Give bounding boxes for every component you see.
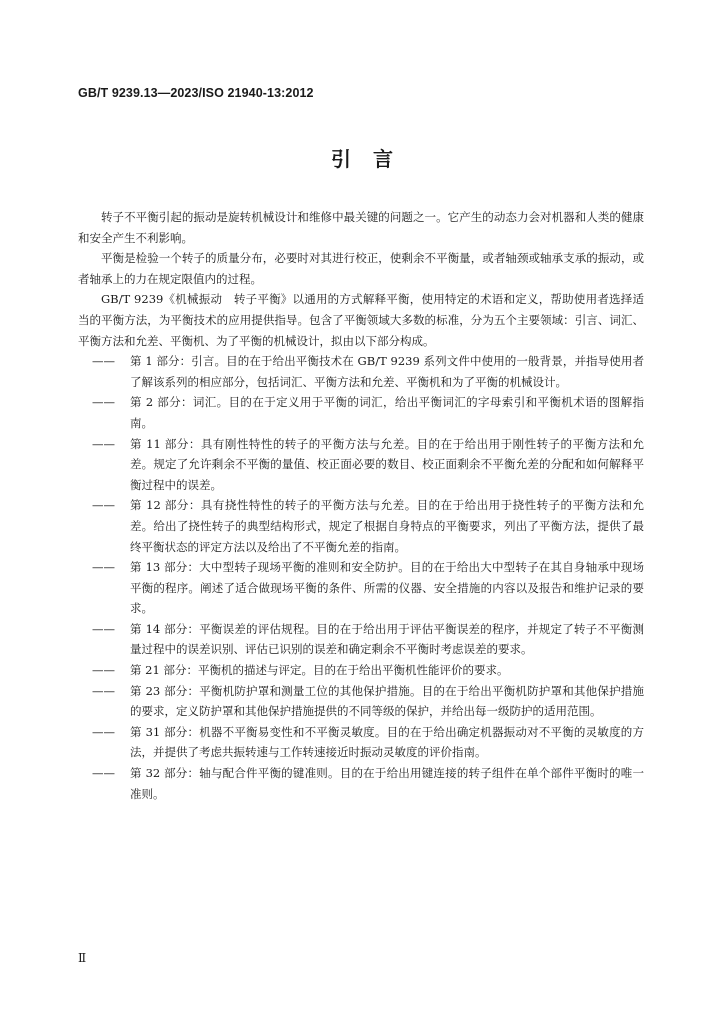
list-item (78, 495, 644, 557)
list-dash: —— (92, 683, 115, 698)
paragraph: 转子不平衡引起的振动是旋转机械设计和维修中最关键的问题之一。它产生的动态力会对机器和人类的健康和安全产生不利影响。 (78, 210, 644, 245)
standard-code-header: GB/T 9239.13—2023/ISO 21940-13:2012 (78, 86, 314, 100)
list-item-text: 第 23 部分：平衡机防护罩和测量工位的其他保护措施。目的在于给出平衡机防护罩和其他保护措施的要求，定义防护罩和其他保护措施提供的不同等级的保护，并给出每一级防护的适用范围。 (130, 683, 644, 719)
list-dash: —— (92, 766, 115, 781)
list-item (78, 619, 644, 660)
list-item (78, 722, 644, 763)
list-item (78, 351, 644, 392)
parts-list (78, 351, 644, 804)
list-item-text: 第 2 部分：词汇。目的在于定义用于平衡的词汇，给出平衡词汇的字母索引和平衡机术语的图解指南。 (130, 395, 644, 430)
list-dash: —— (92, 436, 115, 451)
list-item-text: 第 31 部分：机器不平衡易变性和不平衡灵敏度。目的在于给出确定机器振动对不平衡的灵敏度的方法，并提供了考虑共振转速与工作转速接近时振动灵敏度的评价指南。 (130, 724, 644, 760)
list-dash: —— (92, 354, 115, 369)
list-item (78, 660, 644, 681)
list-dash: —— (92, 663, 115, 678)
list-item (78, 681, 644, 722)
paragraph: GB/T 9239《机械振动 转子平衡》以通用的方式解释平衡，使用特定的术语和定义，帮助使用者选择适当的平衡方法，为平衡技术的应用提供指导。包含了平衡领域大多数的标准，分为五个主要领域：引言、词汇、平衡方法和允差、平衡机、为了平衡的机械设计，拟由以下部分构成。 (78, 292, 644, 348)
list-dash: —— (92, 724, 115, 739)
list-item (78, 434, 644, 496)
list-item-text: 第 32 部分：轴与配合件平衡的键准则。目的在于给出用键连接的转子组件在单个部件平衡时的唯一准则。 (130, 766, 644, 801)
document-body (78, 207, 644, 804)
section-title: 引言 (331, 147, 415, 171)
list-dash: —— (92, 621, 115, 636)
list-dash: —— (92, 560, 115, 575)
list-item-text: 第 1 部分：引言。目的在于给出平衡技术在 GB/T 9239 系列文件中使用的一般背景，并指导使用者了解该系列的相应部分，包括词汇、平衡方法和允差、平衡机和为了平衡的机械设计。 (130, 354, 644, 389)
list-item-text: 第 12 部分：具有挠性特性的转子的平衡方法与允差。目的在于给出用于挠性转子的平衡方法和允差。给出了挠性转子的典型结构形式，规定了根据自身特点的平衡要求，列出了平衡方法，提供了最终平衡状态的评定方法以及给出了不平衡允差的指南。 (130, 498, 644, 554)
list-item-text: 第 13 部分：大中型转子现场平衡的准则和安全防护。目的在于给出大中型转子在其自身轴承中现场平衡的程序。阐述了适合做现场平衡的条件、所需的仪器、安全措施的内容以及报告和维护记录的要求。 (130, 560, 644, 616)
list-item (78, 763, 644, 804)
list-dash: —— (92, 498, 115, 513)
page-number: Ⅱ (78, 951, 87, 965)
list-dash: —— (92, 395, 115, 410)
list-item-text: 第 11 部分：具有刚性特性的转子的平衡方法与允差。目的在于给出用于刚性转子的平衡方法和允差。规定了允许剩余不平衡的量值、校正面必要的数目、校正面剩余不平衡允差的分配和如何解释平衡过程中的误差。 (130, 436, 644, 492)
list-item-text: 第 14 部分：平衡误差的评估规程。目的在于给出用于评估平衡误差的程序，并规定了转子不平衡测量过程中的误差识别、评估已识别的误差和确定剩余不平衡时考虑误差的要求。 (130, 621, 644, 657)
list-item (78, 557, 644, 619)
list-item (78, 392, 644, 433)
list-item-text: 第 21 部分：平衡机的描述与评定。目的在于给出平衡机性能评价的要求。 (130, 663, 509, 678)
paragraph: 平衡是检验一个转子的质量分布，必要时对其进行校正，使剩余不平衡量，或者轴颈或轴承支承的振动，或者轴承上的力在规定限值内的过程。 (78, 251, 644, 286)
